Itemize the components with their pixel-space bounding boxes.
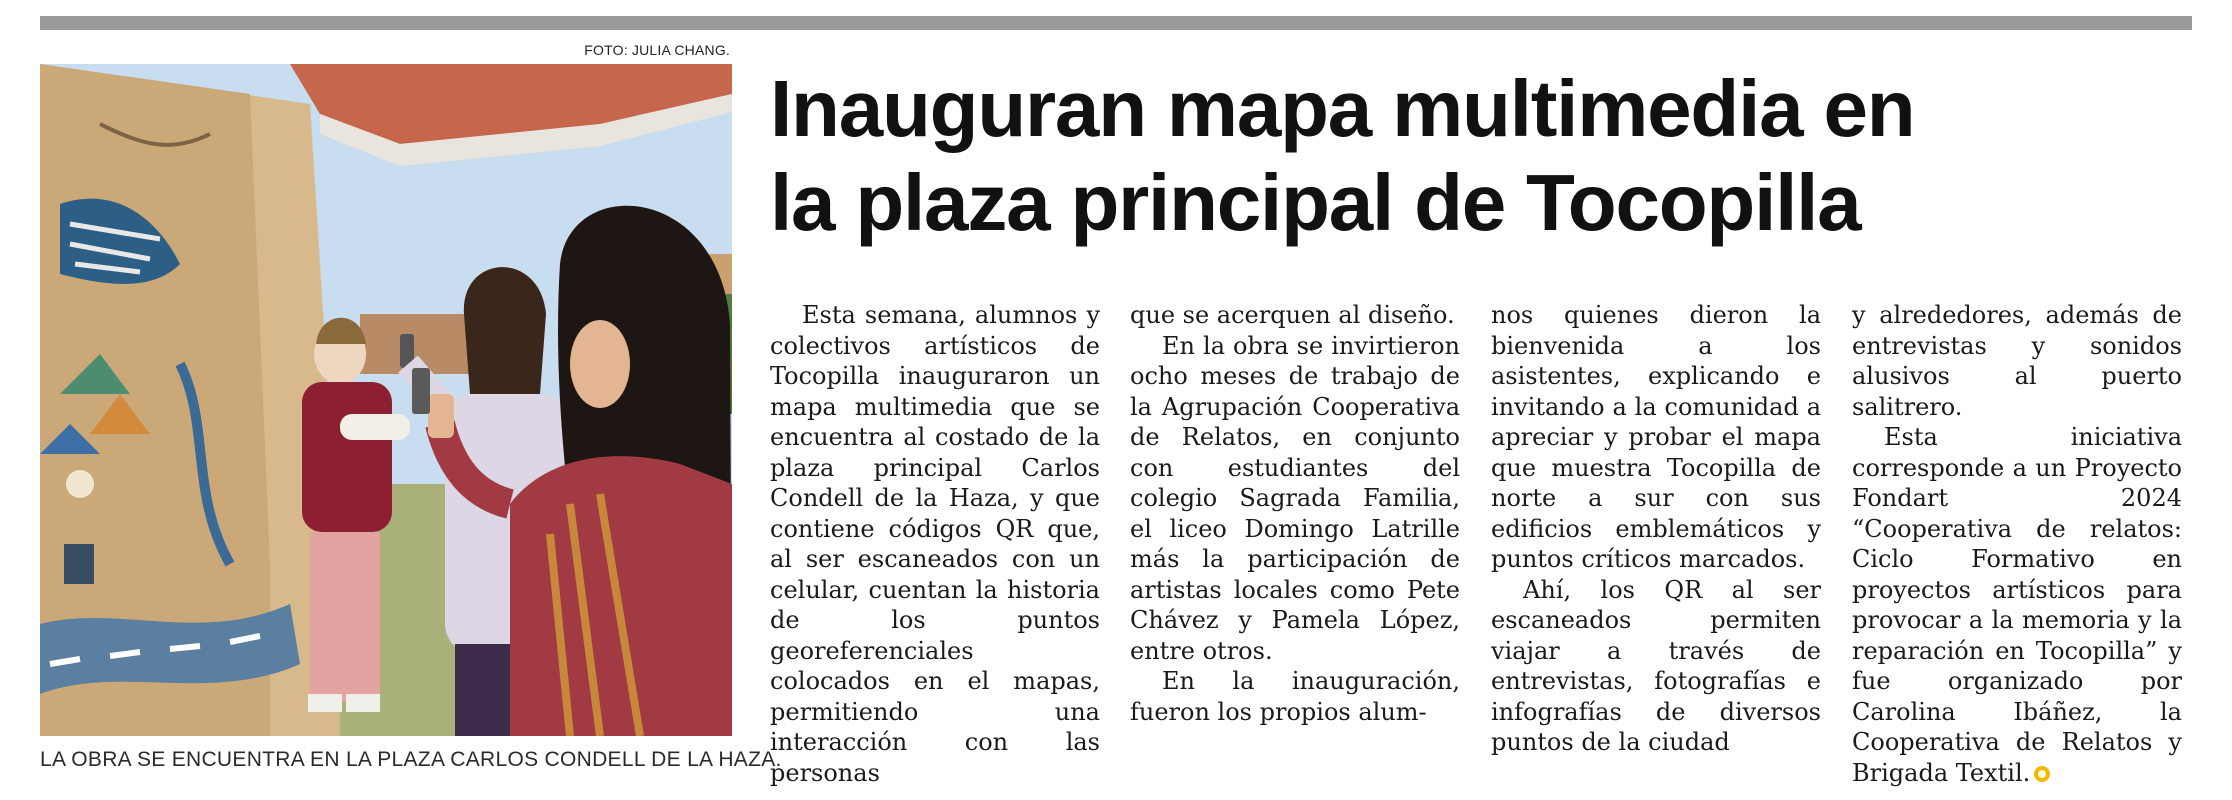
- paragraph: que se acerquen al diseño.: [1130, 301, 1455, 329]
- body-column-4: [1852, 300, 2182, 788]
- body-column-3: [1491, 300, 1821, 758]
- headline: [770, 62, 2190, 250]
- paragraph: Ahí, los QR al ser escaneados permiten viajar a través de entrevistas, fotografías e infografías de diversos puntos de la ciudad: [1491, 575, 1821, 756]
- paragraph: Esta semana, alumnos y colectivos artísticos de Tocopilla inauguraron un mapa multimedia que se encuentra al costado de la plaza principal Carlos Condell de la Haza, y que contiene códigos QR que, al ser escaneados con un celular, cuentan la historia de los puntos georeferenciales colocados en el mapas, permitiendo una interacción con las personas: [770, 301, 1100, 787]
- article-photo: [40, 64, 732, 736]
- top-rule: [40, 16, 2192, 30]
- paragraph: En la inauguración, fueron los propios alum-: [1130, 667, 1460, 726]
- headline-line-1: Inauguran mapa multimedia en: [770, 64, 1915, 153]
- body-column-1: [770, 300, 1100, 788]
- paragraph-text: Esta iniciativa corresponde a un Proyecto Fondart 2024 “Cooperativa de relatos: Ciclo Formativo en proyectos artísticos para provocar a la memoria y la reparación en Tocopilla” y fue organizado por Carolina Ibáñez, la Cooperativa de Relatos y Brigada Textil.: [1852, 423, 2182, 787]
- paragraph: nos quienes dieron la bienvenida a los asistentes, explicando e invitando a la comunidad a apreciar y probar el mapa que muestra Tocopilla de norte a sur con sus edificios emblemáticos y puntos críticos marcados.: [1491, 301, 1821, 573]
- photo-credit: FOTO: JULIA CHANG.: [584, 42, 730, 58]
- headline-line-2: la plaza principal de Tocopilla: [770, 158, 1861, 247]
- paragraph: [1852, 422, 2182, 788]
- body-column-2: [1130, 300, 1460, 727]
- paragraph: y alrededores, además de entrevistas y sonidos alusivos al puerto salitrero.: [1852, 301, 2182, 421]
- paragraph: En la obra se invirtieron ocho meses de trabajo de la Agrupación Cooperativa de Relatos, en conjunto con estudiantes del colegio Sagrada Familia, el liceo Domingo Latrille más la participación de artistas locales como Pete Chávez y Pamela López, entre otros.: [1130, 331, 1460, 665]
- photo-caption: LA OBRA SE ENCUENTRA EN LA PLAZA CARLOS CONDELL DE LA HAZA.: [40, 748, 782, 771]
- end-of-article-mark-icon: [2034, 766, 2050, 782]
